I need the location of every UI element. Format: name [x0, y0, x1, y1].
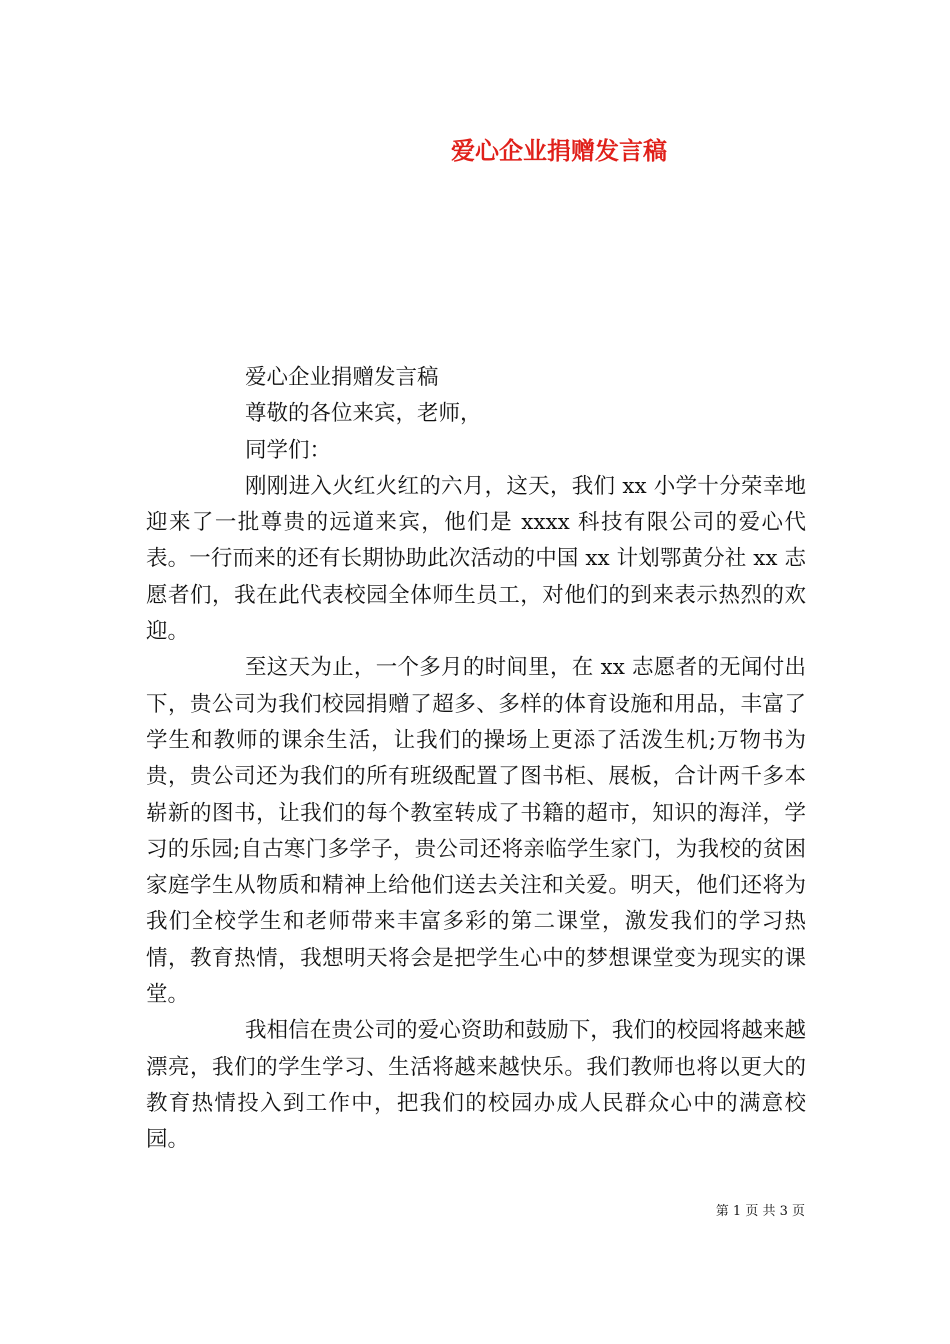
paragraph-1: 刚刚进入火红火红的六月，这天，我们 xx 小学十分荣幸地迎来了一批尊贵的远道来宾，他们是 xxxx 科技有限公司的爱心代表。一行而来的还有长期协助此次活动的中国 xx 计划鄂黄分社 xx 志愿者们，我在此代表校园全体师生员工，对他们的到来表示热烈的欢迎。 [146, 473, 806, 645]
salutation-line-1: 尊敬的各位来宾，老师， [245, 401, 482, 427]
page-number-footer: 第 1 页 共 3 页 [715, 1204, 805, 1219]
salutation-line-2: 同学们： [245, 437, 332, 463]
document-body [146, 360, 806, 1159]
heading-repeat: 爱心企业捐赠发言稿 [245, 365, 439, 390]
paragraph-3: 我相信在贵公司的爱心资助和鼓励下，我们的校园将越来越漂亮，我们的学生学习、生活将越来越快乐。我们教师也将以更大的教育热情投入到工作中，把我们的校园办成人民群众心中的满意校园。 [146, 1018, 806, 1153]
document-title: 爱心企业捐赠发言稿 [451, 136, 667, 165]
paragraph-2: 至这天为止，一个多月的时间里，在 xx 志愿者的无闻付出下，贵公司为我们校园捐赠了超多、多样的体育设施和用品，丰富了学生和教师的课余生活，让我们的操场上更添了活泼生机;万物书为贵，贵公司还为我们的所有班级配置了图书柜、展板，合计两千多本崭新的图书，让我们的每个教室转成了书籍的超市，知识的海洋，学习的乐园;自古寒门多学子，贵公司还将亲临学生家门，为我校的贫困家庭学生从物质和精神上给他们送去关注和关爱。明天，他们还将为我们全校学生和老师带来丰富多彩的第二课堂，激发我们的学习热情，教育热情，我想明天将会是把学生心中的梦想课堂变为现实的课堂。 [146, 655, 806, 1008]
